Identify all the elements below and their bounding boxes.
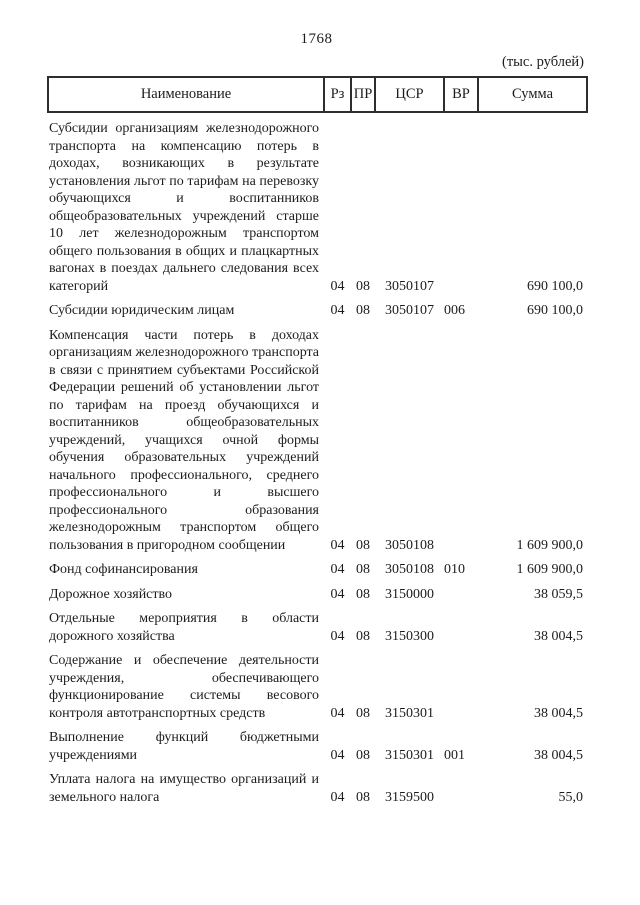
sum-cell: 1 609 900,0 [516,537,583,553]
csr-cell: 3150301 [385,747,434,763]
pr-cell: 08 [356,628,370,644]
name-cell: Дорожное хозяйство [49,586,173,602]
rz-cell: 04 [330,303,345,318]
rz-cell: 04 [330,278,345,294]
pr-cell: 08 [356,303,370,318]
table-row [48,645,587,722]
vr-cell [444,579,478,604]
col-header-summa: Сумма [478,77,587,112]
vr-cell: 006 [444,303,465,318]
sum-cell: 55,0 [558,789,583,805]
sum-cell: 690 100,0 [527,303,583,318]
vr-cell [444,764,478,806]
sum-cell: 1 609 900,0 [516,562,583,577]
table-row [48,722,587,764]
csr-cell: 3150000 [385,586,434,602]
pr-cell: 08 [356,586,370,602]
name-cell: Субсидии юридическим лицам [49,303,235,318]
vr-cell [444,603,478,645]
page-number: 1768 [300,31,333,47]
pr-cell: 08 [356,747,370,763]
name-cell: Компенсация части потерь в доходах организациям железнодорожного транспорта в связи с принятием субъектами Российской Федерации решений об установлении льгот по тарифам на проезд обучающихся и воспитанников общеобразовательных учреждений, учащихся очной формы обучения образовательных учреждений начального профессионального, среднего профессионального и высшего профессионального образования железнодорожным транспортом общего пользования в пригородном сообщении [49,327,320,553]
vr-cell [444,320,478,555]
col-header-name: Наименование [48,77,324,112]
table-row [48,579,587,604]
table-row [48,764,587,806]
name-cell: Выполнение функций бюджетными учреждениями [49,730,319,763]
csr-cell: 3150301 [385,705,434,721]
rz-cell: 04 [330,705,345,721]
name-cell: Содержание и обеспечение деятельности учреждения, обеспечивающего функционирование системы весового контроля автотранспортных средств [49,653,319,721]
vr-cell [444,645,478,722]
sum-cell: 690 100,0 [527,278,583,294]
col-header-vr: ВР [444,77,478,112]
rz-cell: 04 [330,537,345,553]
budget-table [47,76,588,806]
table-body [48,112,587,806]
units-note: (тыс. рублей) [502,54,584,70]
csr-cell: 3159500 [385,789,434,805]
col-header-rz: Рз [324,77,351,112]
table-row [48,295,587,320]
table-row [48,603,587,645]
table-row [48,112,587,295]
col-header-csr: ЦСР [375,77,444,112]
sum-cell: 38 004,5 [534,747,583,763]
pr-cell: 08 [356,562,370,577]
csr-cell: 3050108 [385,562,434,577]
vr-cell: 010 [444,562,465,577]
pr-cell: 08 [356,278,370,294]
sum-cell: 38 004,5 [534,628,583,644]
rz-cell: 04 [330,586,345,602]
name-cell: Уплата налога на имущество организаций и земельного налога [49,772,319,805]
sum-cell: 38 059,5 [534,586,583,602]
name-cell: Фонд софинансирования [49,562,198,577]
col-header-pr: ПР [351,77,375,112]
pr-cell: 08 [356,705,370,721]
csr-cell: 3150300 [385,628,434,644]
table-row [48,320,587,555]
rz-cell: 04 [330,789,345,805]
rz-cell: 04 [330,628,345,644]
name-cell: Субсидии организациям железнодорожного транспорта на компенсацию потерь в доходах, возникающих в результате установления льгот по тарифам на перевозку обучающихся и воспитанников общеобразовательных учреждений старше 10 лет железнодорожным транспортом общего пользования в общих и плацкартных вагонах в поездах дальнего следования всех категорий [49,121,319,294]
csr-cell: 3050107 [385,278,434,294]
table-header-row [48,77,587,112]
vr-cell: 001 [444,747,465,763]
pr-cell: 08 [356,789,370,805]
name-cell: Отдельные мероприятия в области дорожного хозяйства [49,611,319,644]
csr-cell: 3050107 [385,303,434,318]
csr-cell: 3050108 [385,537,434,553]
pr-cell: 08 [356,537,370,553]
rz-cell: 04 [330,747,345,763]
table-row [48,554,587,579]
sum-cell: 38 004,5 [534,705,583,721]
rz-cell: 04 [330,562,345,577]
vr-cell [444,112,478,295]
